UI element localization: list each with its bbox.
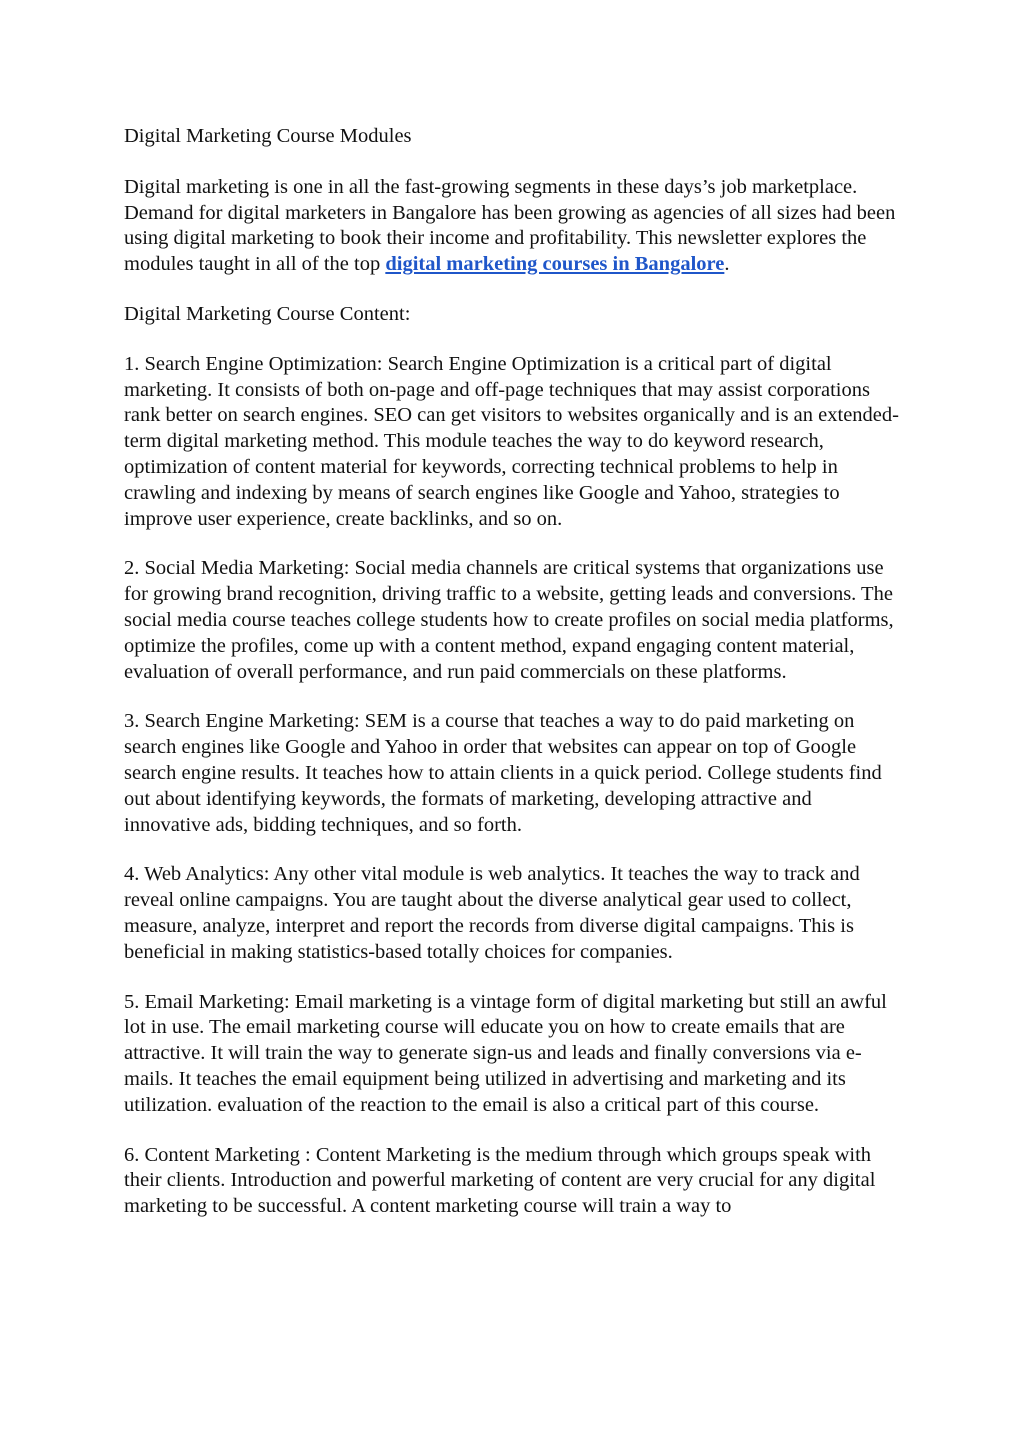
module-social-media: 2. Social Media Marketing: Social media channels are critical systems that organizations use for growing brand recognition, driving traffic to a website, getting leads and conversions. The social media course teaches college students how to create profiles on social media platforms, optimize the profiles, come up with a content method, expand engaging content material, evaluation of overall performance, and run paid commercials on these platforms. xyxy=(124,557,894,683)
module-web-analytics: 4. Web Analytics: Any other vital module is web analytics. It teaches the way to track and reveal online campaigns. You are taught about the diverse analytical gear used to collect, measure, analyze, interpret and report the records from diverse digital campaigns. This is beneficial in making statistics-based totally choices for companies. xyxy=(124,863,860,963)
content-heading: Digital Marketing Course Content: xyxy=(124,302,411,325)
module-email-marketing: 5. Email Marketing: Email marketing is a vintage form of digital marketing but still an awful lot in use. The email marketing course will educate you on how to create emails that are attractive. It will train the way to generate sign-us and leads and finally conversions via e-mails. It teaches the email equipment being utilized in advertising and marketing and its utilization. evaluation of the reaction to the email is also a critical part of this course. xyxy=(124,990,887,1116)
module-seo: 1. Search Engine Optimization: Search Engine Optimization is a critical part of digital marketing. It consists of both on-page and off-page techniques that may assist corporations rank better on search engines. SEO can get visitors to websites organically and is an extended-term digital marketing method. This module teaches the way to do keyword research, optimization of content material for keywords, correcting technical problems to help in crawling and indexing by means of search engines like Google and Yahoo, strategies to improve user experience, create backlinks, and so on. xyxy=(124,352,899,530)
module-content-marketing: 6. Content Marketing : Content Marketing is the medium through which groups speak with their clients. Introduction and powerful marketing of content are very crucial for any digital marketing to be successful. A content marketing course will train a way to xyxy=(124,1143,876,1218)
intro-text: Digital marketing is one in all the fast-growing segments in these days’s job marketplace. Demand for digital marketers in Bangalore has been growing as agencies of all sizes had been using digital marketing to book their income and profitability. This newsletter explores the modules taught in all of the top xyxy=(124,175,896,276)
document-title: Digital Marketing Course Modules xyxy=(124,125,412,147)
courses-in-bangalore-link[interactable]: digital marketing courses in Bangalore xyxy=(385,253,725,276)
document-body xyxy=(124,124,902,1244)
intro-paragraph xyxy=(124,175,902,278)
intro-end: . xyxy=(724,253,730,276)
module-sem: 3. Search Engine Marketing: SEM is a course that teaches a way to do paid marketing on search engines like Google and Yahoo in order that websites can appear on top of Google search engine results. It teaches how to attain clients in a quick period. College students find out about identifying keywords, the formats of marketing, developing attractive and innovative ads, bidding techniques, and so forth. xyxy=(124,710,882,836)
